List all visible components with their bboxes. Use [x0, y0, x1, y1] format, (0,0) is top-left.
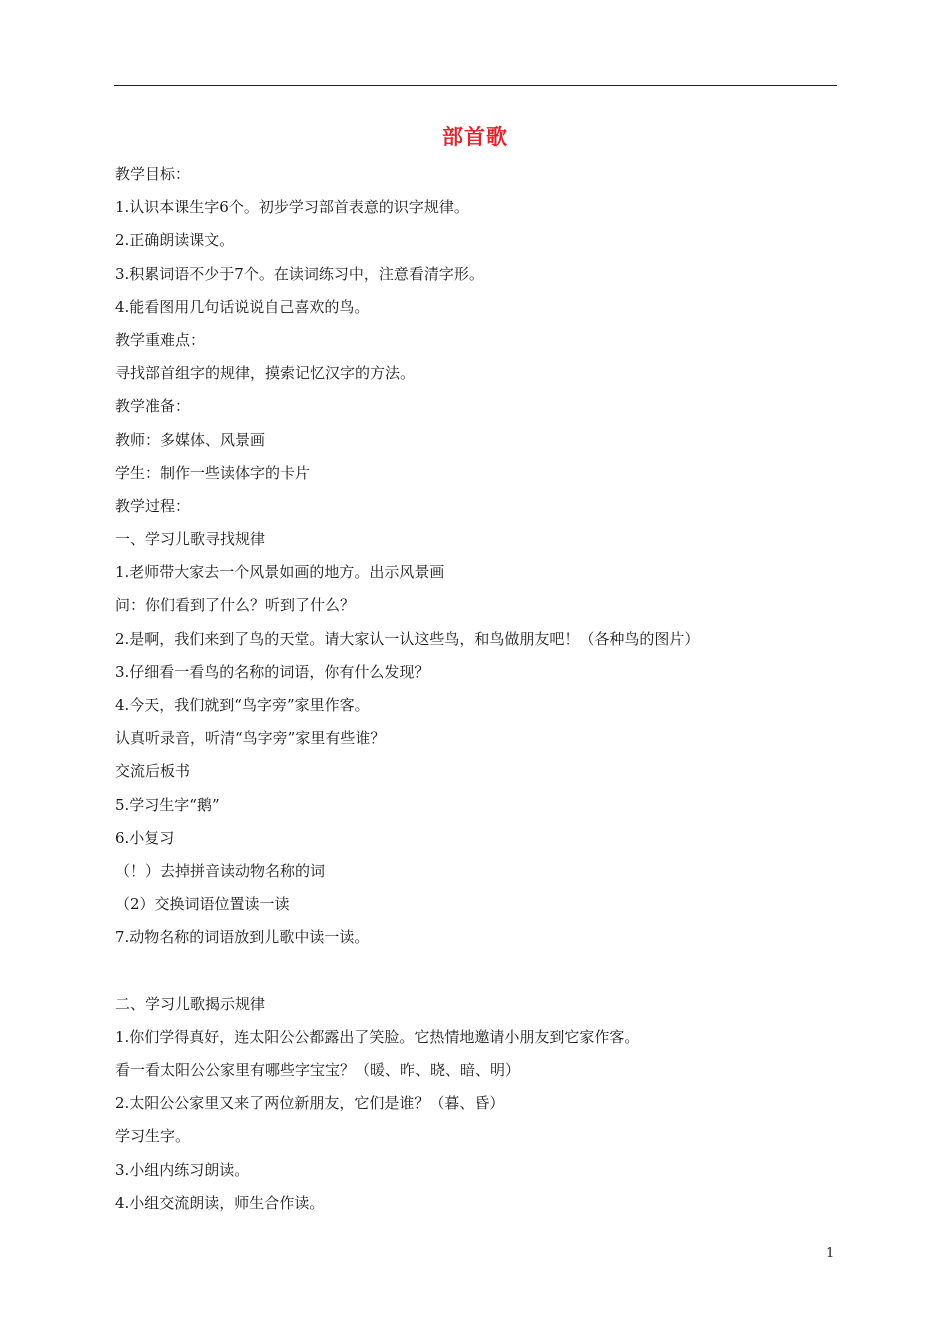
- text-line: 看一看太阳公公家里有哪些字宝宝？（暖、昨、晓、暗、明）: [115, 1061, 521, 1080]
- text-line: 学生：制作一些读体字的卡片: [115, 463, 311, 482]
- document-body: [115, 158, 835, 1220]
- text-line: 教师：多媒体、风景画: [115, 430, 266, 449]
- text-line: 1.老师带大家去一个风景如画的地方。出示风景画: [115, 563, 445, 582]
- text-line: 2.是啊，我们来到了鸟的天堂。请大家认一认这些鸟，和鸟做朋友吧！（各种鸟的图片）: [115, 629, 700, 648]
- text-line: 问：你们看到了什么？听到了什么？: [115, 596, 356, 615]
- document-title: 部首歌: [442, 124, 508, 149]
- text-line: 6.小复习: [115, 828, 175, 847]
- text-line: （2）交换词语位置读一读: [115, 895, 290, 914]
- text-line: 1.认识本课生字6个。初步学习部首表意的识字规律。: [115, 198, 469, 217]
- page-number: 1: [826, 1246, 835, 1261]
- text-line: （！）去掉拼音读动物名称的词: [115, 861, 326, 880]
- text-line: 7.动物名称的词语放到儿歌中读一读。: [115, 928, 370, 947]
- blank-line: [115, 955, 835, 988]
- text-line: 一、学习儿歌寻找规律: [115, 530, 266, 549]
- text-line: 3.小组内练习朗读。: [115, 1160, 250, 1179]
- text-line: 3.仔细看一看鸟的名称的词语，你有什么发现？: [115, 662, 430, 681]
- text-line: 认真听录音，听清“鸟字旁”家里有些谁？: [115, 729, 386, 748]
- text-line: 4.能看图用几句话说说自己喜欢的鸟。: [115, 297, 370, 316]
- text-line: 教学重难点：: [115, 330, 206, 349]
- text-line: 4.今天，我们就到“鸟字旁”家里作客。: [115, 696, 370, 714]
- text-line: 教学准备：: [115, 397, 191, 416]
- text-line: 1.你们学得真好，连太阳公公都露出了笑脸。它热情地邀请小朋友到它家作客。: [115, 1027, 640, 1046]
- text-line: 交流后板书: [115, 762, 191, 781]
- text-line: 5.学习生字“鹅”: [115, 795, 220, 814]
- text-line: 二、学习儿歌揭示规律: [115, 994, 266, 1013]
- text-line: 教学目标：: [115, 165, 191, 183]
- text-line: 2.太阳公公家里又来了两位新朋友，它们是谁？（暮、昏）: [115, 1094, 505, 1113]
- text-line: 寻找部首组字的规律，摸索记忆汉字的方法。: [115, 364, 416, 383]
- text-line: 学习生字。: [115, 1127, 191, 1146]
- text-line: 4.小组交流朗读，师生合作读。: [115, 1193, 325, 1212]
- text-line: 3.积累词语不少于7个。在读词练习中，注意看清字形。: [115, 264, 484, 283]
- header-rule: [114, 85, 837, 86]
- text-line: 2.正确朗读课文。: [115, 231, 235, 250]
- text-line: 教学过程：: [115, 496, 191, 515]
